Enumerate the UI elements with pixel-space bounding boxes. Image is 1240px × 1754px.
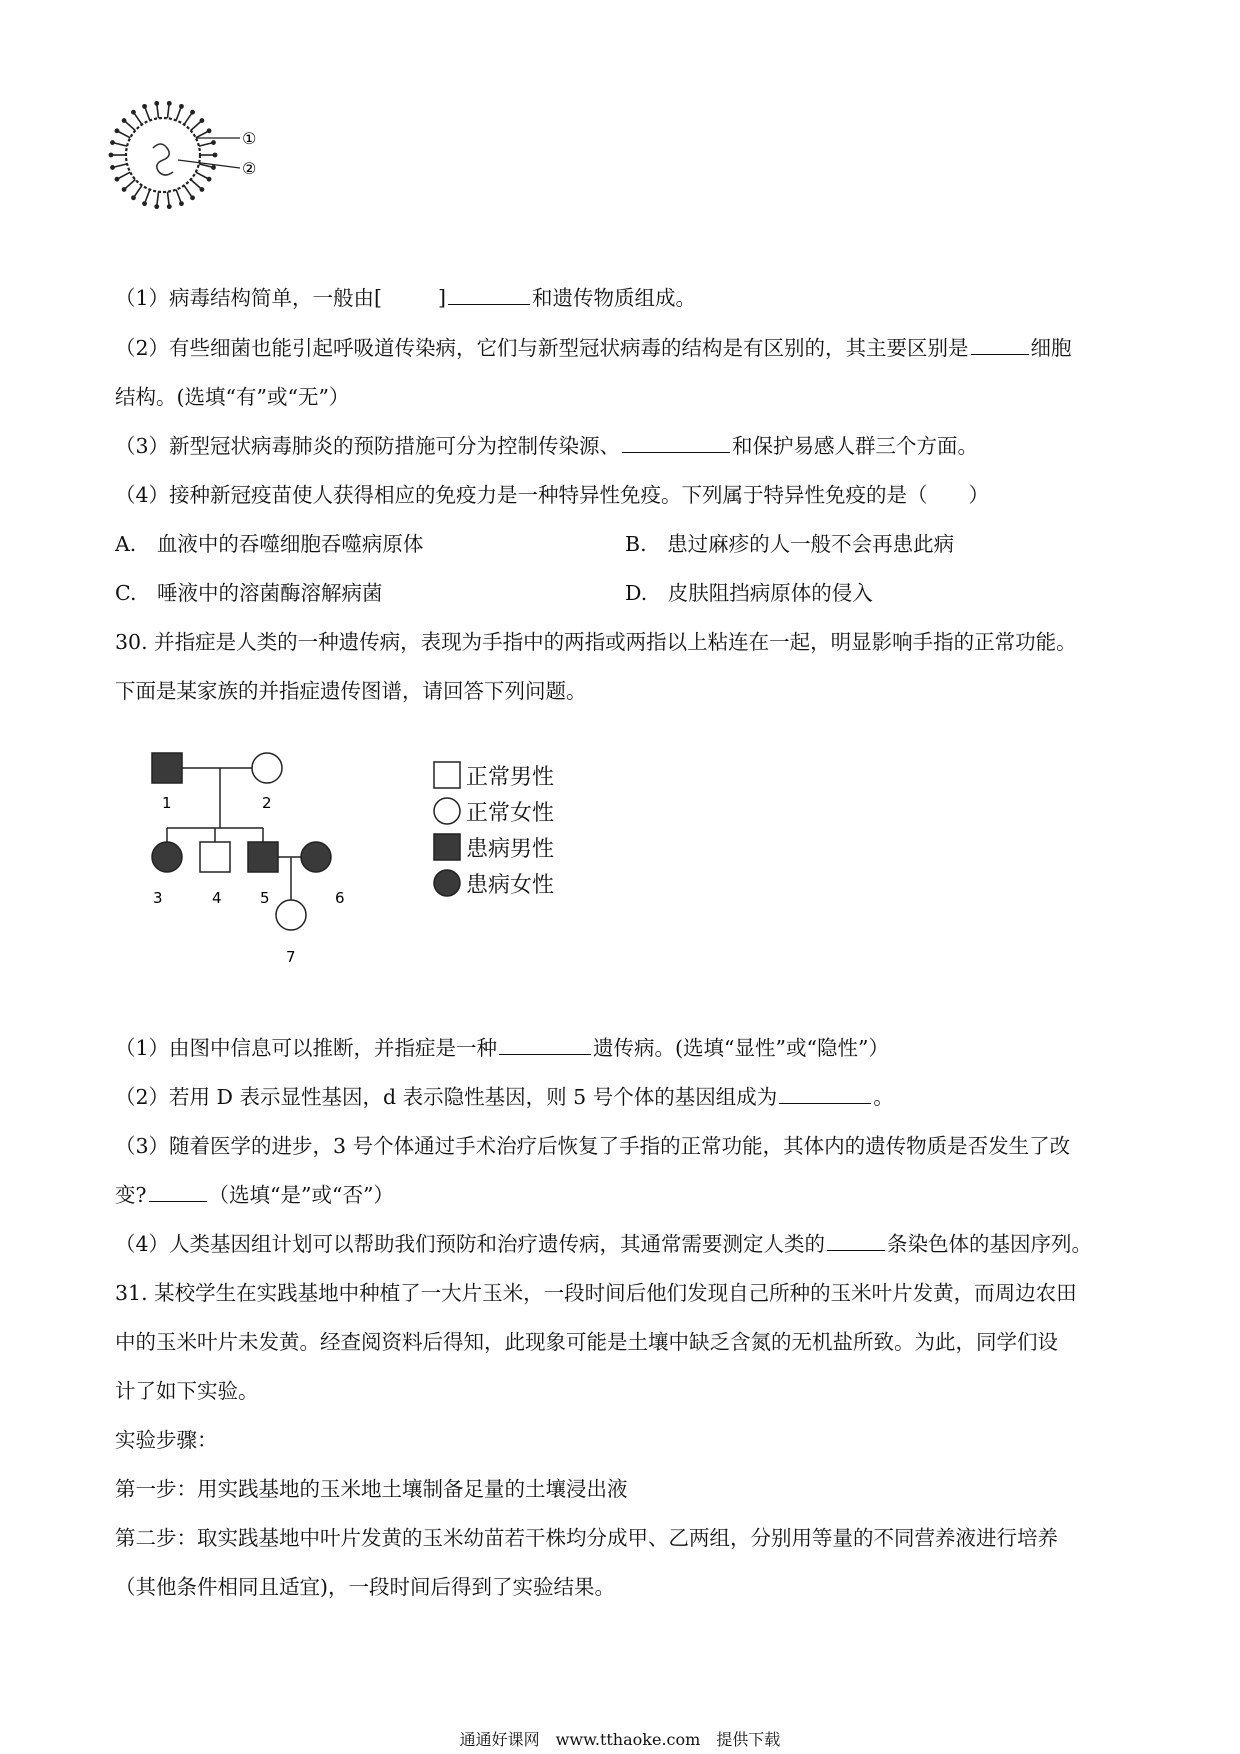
q29-option-b[interactable]: B. 患过麻疹的人一般不会再患此病: [625, 532, 955, 556]
individual-1-affected-male: [152, 753, 182, 783]
pedigree-label-4: 4: [212, 889, 222, 907]
q29-sub2-cont: 结构。(选填“有”或“无”）: [115, 385, 350, 409]
q30-blank-3[interactable]: [149, 1181, 207, 1202]
q30-blank-2[interactable]: [779, 1083, 871, 1104]
legend-affected-male: 患病男性: [432, 832, 554, 862]
q30-intro-2: 下面是某家族的并指症遗传图谱，请回答下列问题。: [115, 679, 587, 703]
q31-intro-2: 中的玉米叶片未发黄。经查阅资料后得知，此现象可能是土壤中缺乏含氮的无机盐所致。为此，同学们设: [115, 1330, 1058, 1354]
q29-sub2: （2）有些细菌也能引起呼吸道传染病，它们与新型冠状病毒的结构是有区别的，其主要区别是 细胞: [115, 336, 1072, 360]
individual-5-affected-male: [248, 842, 278, 872]
pedigree-legend: [432, 760, 632, 910]
q31-intro-3: 计了如下实验。: [115, 1379, 259, 1403]
q31-step1: 第一步：用实践基地的玉米地土壤制备足量的土壤浸出液: [115, 1477, 628, 1501]
q30-sub3: （3）随着医学的进步，3 号个体通过手术治疗后恢复了手指的正常功能，其体内的遗传物质是否发生了改: [115, 1134, 1071, 1158]
legend-normal-female: 正常女性: [432, 796, 554, 826]
q30-blank-4[interactable]: [827, 1230, 885, 1251]
legend-affected-female: 患病女性: [432, 868, 554, 898]
q29-option-c[interactable]: C. 唾液中的溶菌酶溶解病菌: [115, 581, 383, 605]
q30-sub1: （1）由图中信息可以推断，并指症是一种 遗传病。(选填“显性”或“隐性”）: [115, 1036, 889, 1060]
virus-envelope: [126, 118, 200, 192]
q31-step2: 第二步：取实践基地中叶片发黄的玉米幼苗若干株均分成甲、乙两组，分别用等量的不同营养液进行培养: [115, 1526, 1058, 1550]
pedigree-chart: [140, 738, 380, 968]
pedigree-label-6: 6: [335, 889, 345, 907]
q29-option-a[interactable]: A. 血液中的吞噬细胞吞噬病原体: [115, 532, 424, 556]
q29-sub3: （3）新型冠状病毒肺炎的预防措施可分为控制传染源、 和保护易感人群三个方面。: [115, 434, 979, 458]
page-footer: 通通好课网 www.tthaoke.com 提供下载: [459, 1730, 781, 1749]
q29-blank-1[interactable]: [448, 284, 530, 305]
individual-4-normal-male: [200, 842, 230, 872]
circle-filled-icon: [434, 870, 460, 896]
virus-label-2: ②: [242, 159, 257, 178]
q29-option-d[interactable]: D. 皮肤阻挡病原体的侵入: [625, 581, 873, 605]
circle-outline-icon: [434, 798, 460, 824]
legend-normal-male: 正常男性: [432, 760, 554, 790]
q30-sub4: （4）人类基因组计划可以帮助我们预防和治疗遗传病，其通常需要测定人类的 条染色体的基因序列。: [115, 1232, 1093, 1256]
virus-label-1: ①: [242, 129, 257, 148]
virus-figure: [108, 100, 278, 220]
virus-rna: [153, 144, 173, 175]
individual-2-normal-female: [252, 753, 282, 783]
individual-7-normal-female: [276, 900, 306, 930]
pedigree-label-7: 7: [286, 948, 296, 966]
square-filled-icon: [434, 834, 460, 860]
q31-intro-1: 31. 某校学生在实践基地中种植了一大片玉米，一段时间后他们发现自己所种的玉米叶片发黄，而周边农田: [115, 1281, 1077, 1305]
q31-step2-cont: （其他条件相同且适宜)，一段时间后得到了实验结果。: [115, 1575, 615, 1599]
q29-sub4: （4）接种新冠疫苗使人获得相应的免疫力是一种特异性免疫。下列属于特异性免疫的是（ ）: [115, 483, 990, 507]
q30-blank-1[interactable]: [499, 1034, 591, 1055]
pedigree-label-3: 3: [153, 889, 163, 907]
pedigree-label-2: 2: [262, 794, 272, 812]
square-outline-icon: [434, 762, 460, 788]
individual-6-affected-female: [301, 842, 331, 872]
q29-sub1: （1）病毒结构简单，一般由[ ] 和遗传物质组成。: [115, 286, 697, 310]
q29-blank-3[interactable]: [622, 432, 730, 453]
pedigree-label-1: 1: [162, 794, 172, 812]
q30-sub3-cont: 变? （选填“是”或“否”）: [115, 1183, 394, 1207]
q31-steps-title: 实验步骤：: [115, 1428, 218, 1452]
virus-spikes: [109, 101, 218, 209]
pedigree-label-5: 5: [260, 889, 270, 907]
q30-intro-1: 30. 并指症是人类的一种遗传病，表现为手指中的两指或两指以上粘连在一起，明显影响手指的正常功能。: [115, 630, 1077, 654]
q30-sub2: （2）若用 D 表示显性基因，d 表示隐性基因，则 5 号个体的基因组成为 。: [115, 1085, 894, 1109]
q29-blank-2[interactable]: [971, 334, 1029, 355]
individual-3-affected-female: [152, 842, 182, 872]
